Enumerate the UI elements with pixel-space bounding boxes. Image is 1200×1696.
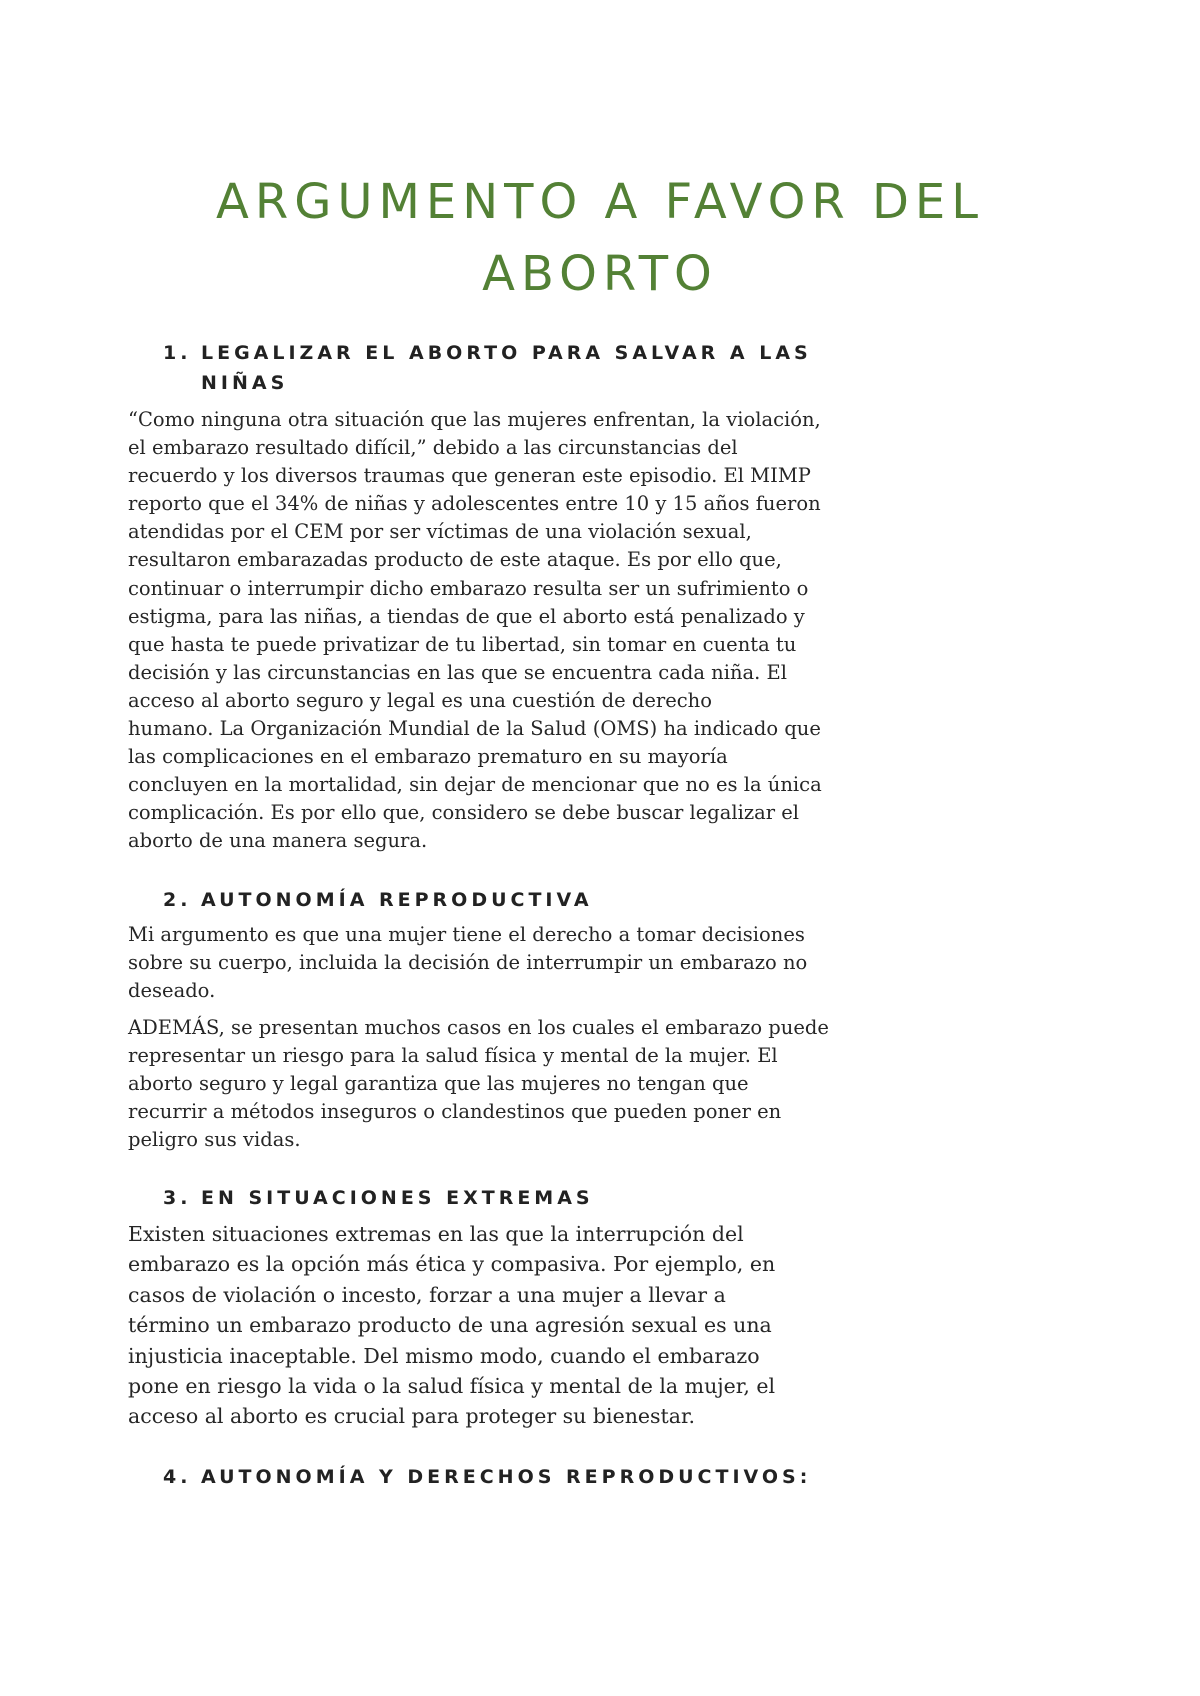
section-3-paragraph xyxy=(128,1219,775,1432)
text-line: resultaron embarazadas producto de este ataque. Es por ello que, xyxy=(128,548,782,572)
text-line: peligro sus vidas. xyxy=(128,1128,301,1152)
text-line: aborto seguro y legal garantiza que las mujeres no tengan que xyxy=(128,1072,749,1096)
section-heading-4 xyxy=(163,1462,863,1492)
text-line: deseado. xyxy=(128,979,216,1003)
text-line: injusticia inaceptable. Del mismo modo, cuando el embarazo xyxy=(128,1343,760,1368)
section-heading-line: EN SITUACIONES EXTREMAS xyxy=(201,1187,594,1209)
text-line: acceso al aborto es crucial para proteger su bienestar. xyxy=(128,1404,696,1429)
section-number: 3. xyxy=(163,1187,192,1209)
title-line: ABORTO xyxy=(482,246,718,302)
text-line: embarazo es la opción más ética y compasiva. Por ejemplo, en xyxy=(128,1252,776,1277)
text-line: recuerdo y los diversos traumas que generan este episodio. El MIMP xyxy=(128,464,811,488)
text-line: “Como ninguna otra situación que las mujeres enfrentan, la violación, xyxy=(128,408,821,431)
section-heading-3 xyxy=(163,1183,863,1213)
section-heading-line: AUTONOMÍA REPRODUCTIVA xyxy=(201,889,593,911)
text-line: atendidas por el CEM por ser víctimas de una violación sexual, xyxy=(128,520,752,544)
text-line: reporto que el 34% de niñas y adolescentes entre 10 y 15 años fueron xyxy=(128,492,821,516)
text-line: que hasta te puede privatizar de tu libertad, sin tomar en cuenta tu xyxy=(128,632,797,656)
section-number: 2. xyxy=(163,889,192,911)
section-number: 4. xyxy=(163,1466,192,1488)
text-line: decisión y las circunstancias en las que se encuentra cada niña. El xyxy=(128,660,787,684)
text-line: sobre su cuerpo, incluida la decisión de interrumpir un embarazo no xyxy=(128,951,808,975)
text-line: acceso al aborto seguro y legal es una cuestión de derecho xyxy=(128,688,712,712)
section-2-paragraph-1 xyxy=(128,921,807,1005)
text-line: aborto de una manera segura. xyxy=(128,829,428,853)
text-line: el embarazo resultado difícil,” debido a las circunstancias del xyxy=(128,436,738,460)
text-line: estigma, para las niñas, a tiendas de que el aborto está penalizado y xyxy=(128,604,805,628)
text-line: Existen situaciones extremas en las que la interrupción del xyxy=(128,1222,744,1246)
section-heading-line: NIÑAS xyxy=(201,372,289,394)
text-line: humano. La Organización Mundial de la Salud (OMS) ha indicado que xyxy=(128,717,821,741)
text-line: casos de violación o incesto, forzar a una mujer a llevar a xyxy=(128,1282,726,1307)
section-heading-2 xyxy=(163,885,863,915)
text-line: las complicaciones en el embarazo prematuro en su mayoría xyxy=(128,745,728,769)
text-line: término un embarazo producto de una agresión sexual es una xyxy=(128,1313,772,1338)
section-1-paragraph xyxy=(128,406,822,856)
text-line: representar un riesgo para la salud física y mental de la mujer. El xyxy=(128,1044,778,1068)
section-heading-1 xyxy=(163,338,863,398)
text-line: Mi argumento es que una mujer tiene el derecho a tomar decisiones xyxy=(128,923,805,946)
text-line: pone en riesgo la vida o la salud física y mental de la mujer, el xyxy=(128,1374,776,1399)
title-line: ARGUMENTO A FAVOR DEL xyxy=(216,174,984,230)
text-line: continuar o interrumpir dicho embarazo resulta ser un sufrimiento o xyxy=(128,576,809,600)
section-number: 1. xyxy=(163,342,192,364)
text-line: ADEMÁS, se presentan muchos casos en los cuales el embarazo puede xyxy=(128,1016,829,1039)
text-line: complicación. Es por ello que, considero se debe buscar legalizar el xyxy=(128,801,800,825)
document-title xyxy=(120,166,1080,310)
section-heading-line: LEGALIZAR EL ABORTO PARA SALVAR A LAS xyxy=(201,342,812,364)
section-heading-line: AUTONOMÍA Y DERECHOS REPRODUCTIVOS: xyxy=(201,1466,812,1488)
text-line: concluyen en la mortalidad, sin dejar de mencionar que no es la única xyxy=(128,773,822,797)
section-2-paragraph-2 xyxy=(128,1014,829,1154)
text-line: recurrir a métodos inseguros o clandestinos que pueden poner en xyxy=(128,1100,782,1124)
